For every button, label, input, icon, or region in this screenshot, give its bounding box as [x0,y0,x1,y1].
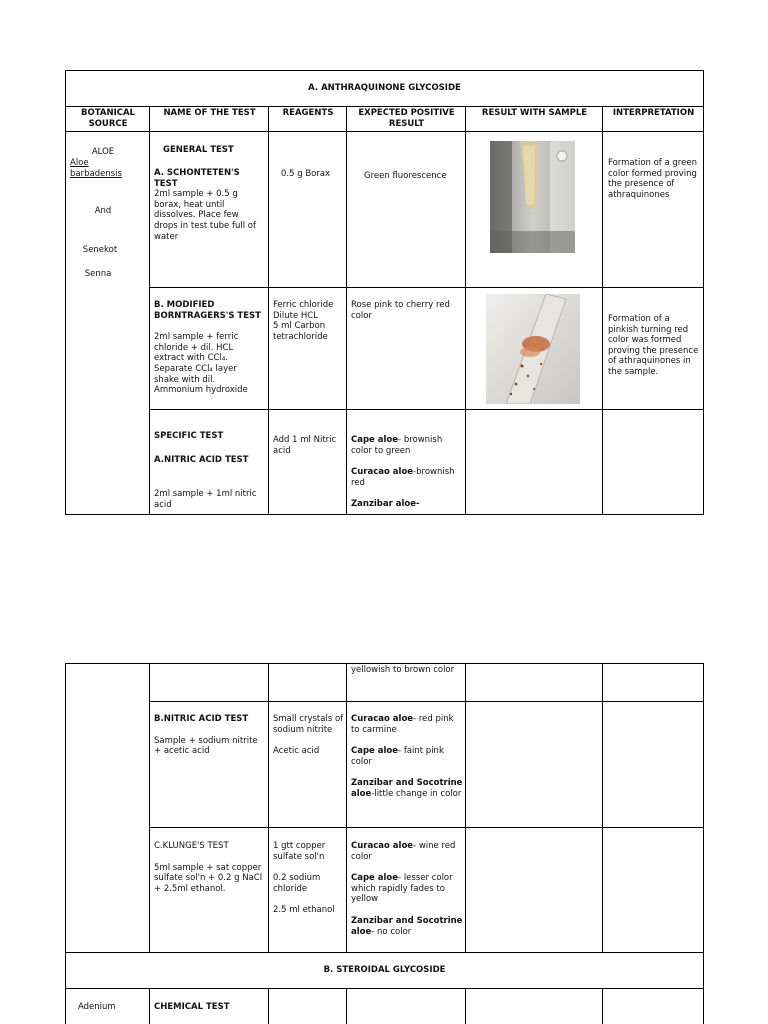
test-name: A. SCHONTETEN'S TEST [154,168,240,189]
expected-result-text: Green fluorescence [364,171,447,181]
test-procedure: 2ml sample + 1ml nitric acid [154,489,257,510]
table2-col-divider [149,663,150,952]
header-reagents: REAGENTS [282,108,334,118]
reagents-list [273,300,345,342]
test-procedure: Sample + sodium nitrite + acetic acid [154,735,258,757]
reagents-list [273,714,345,757]
source-and: And [94,206,112,216]
test-name: B. MODIFIED BORNTRAGERS'S TEST [154,300,261,321]
table2-col-divider [268,988,269,1024]
source-aloe-species: Aloe [70,158,89,168]
table1-header-bottom [65,131,704,132]
expected-results-list [351,714,463,800]
expected-item: Zanzibar and Socotrine aloe- no color [351,915,463,937]
expected-item: Zanzibar aloe- [351,499,420,510]
table1-col-divider [268,106,269,515]
header-botanical-source: BOTANICAL SOURCE [81,108,135,129]
schonteten-test-cell [154,168,264,242]
section-a-title: A. ANTHRAQUINONE GLYCOSIDE [308,83,461,93]
reagent-item: Ferric chloride [273,300,334,310]
table2-col-divider [465,663,466,952]
table2-col-divider [602,663,603,952]
reagent-text: 0.5 g Borax [281,169,331,179]
header-name-of-test: NAME OF THE TEST [163,108,256,118]
table2-col-divider [346,663,347,952]
test-procedure: 5ml sample + sat copper sulfate sol'n + 0.2 g NaCl + 2.5ml ethanol. [154,862,263,894]
table2-row-divider [65,952,704,953]
table1-right-border [703,70,704,515]
reagent-item: 1 gtt copper sulfate sol'n [273,841,326,862]
table1-left-border [65,70,66,515]
table2-right-border [703,663,704,1024]
source-adenium: Adenium [78,1002,116,1012]
reagent-item: 2.5 ml ethanol [273,905,335,916]
table1-col-divider [465,106,466,515]
table2-col-divider [465,988,466,1024]
table2-col-divider [149,988,150,1024]
chemical-test-label: CHEMICAL TEST [154,1002,230,1012]
expected-item: Cape aloe- lesser color which rapidly fades to yellow [351,873,453,905]
table1-row1-bottom [149,287,704,288]
sample-photo-rose-pink [486,294,580,404]
expected-item: Curacao aloe- wine red color [351,841,456,862]
expected-results-list [351,841,463,937]
general-test-label: GENERAL TEST [163,145,234,155]
nitric-acid-b-cell [154,714,266,757]
reagent-item: Acetic acid [273,746,320,757]
expected-item: Zanzibar and Socotrine aloe-little change in color [351,778,463,799]
expected-item: Cape aloe- brownish color to green [351,435,443,456]
specific-test-label: SPECIFIC TEST [154,431,224,441]
reagent-item: Small crystals of sodium nitrite [273,714,344,735]
expected-item: Curacao aloe-brownish red [351,467,455,488]
reagent-text: Add 1 ml Nitric acid [273,435,337,456]
table2-row-divider [149,701,704,702]
table2-row-divider [65,988,704,989]
reagent-item: 5 ml Carbon tetrachloride [273,321,328,342]
interpretation-text: Formation of a green color formed proving the presence of athraquinones [608,158,697,200]
source-aloe-species: barbadensis [70,169,122,179]
table1-col-divider [602,106,603,515]
borntrager-test-cell [154,300,264,396]
table1-bottom-border [65,514,704,515]
header-expected-result: EXPECTED POSITIVE RESULT [358,108,455,129]
table2-col-divider [602,988,603,1024]
table1-row2-bottom [149,409,704,410]
expected-results-list [351,435,463,510]
expected-item: Curacao aloe- red pink to carmine [351,714,454,735]
test-name: A.NITRIC ACID TEST [154,455,249,465]
table2-col-divider [268,663,269,952]
expected-item: Cape aloe- faint pink color [351,746,444,767]
sample-photo-green-fluorescence [490,141,575,253]
table1-title-bottom [65,106,704,107]
table2-col-divider [346,988,347,1024]
expected-result-text: Rose pink to cherry red color [351,300,450,321]
reagents-list [273,841,345,916]
source-senna: Senna [84,269,112,279]
table2-row-divider [149,827,704,828]
reagent-item: Dilute HCL [273,310,318,321]
test-name: C.KLUNGE'S TEST [154,841,229,851]
table2-top-border [65,663,704,664]
reagent-item: 0.2 sodium chloride [273,873,321,894]
table1-col-divider [149,106,150,515]
interpretation-text: Formation of a pinkish turning red color was formed proving the presence of athraquinones in the sample. [608,314,699,377]
section-b-title: B. STEROIDAL GLYCOSIDE [323,965,446,975]
table1-top-border [65,70,704,71]
test-procedure: 2ml sample + 0.5 g borax, heat until dissolves. Place few drops in test tube full of water [154,189,256,242]
test-procedure: 2ml sample + ferric chloride + dil. HCL extract with CCl₄. Separate CCl₄ layer shake with dil. Ammonium hydroxide [154,332,248,396]
header-interpretation: INTERPRETATION [612,108,695,118]
klunge-test-cell [154,841,266,894]
header-result-with-sample: RESULT WITH SAMPLE [481,108,588,118]
source-senekot: Senekot [82,245,118,255]
expected-result-continued: yellowish to brown color [351,665,455,675]
test-name: B.NITRIC ACID TEST [154,714,249,724]
table1-col-divider [346,106,347,515]
source-aloe: ALOE [91,147,115,157]
